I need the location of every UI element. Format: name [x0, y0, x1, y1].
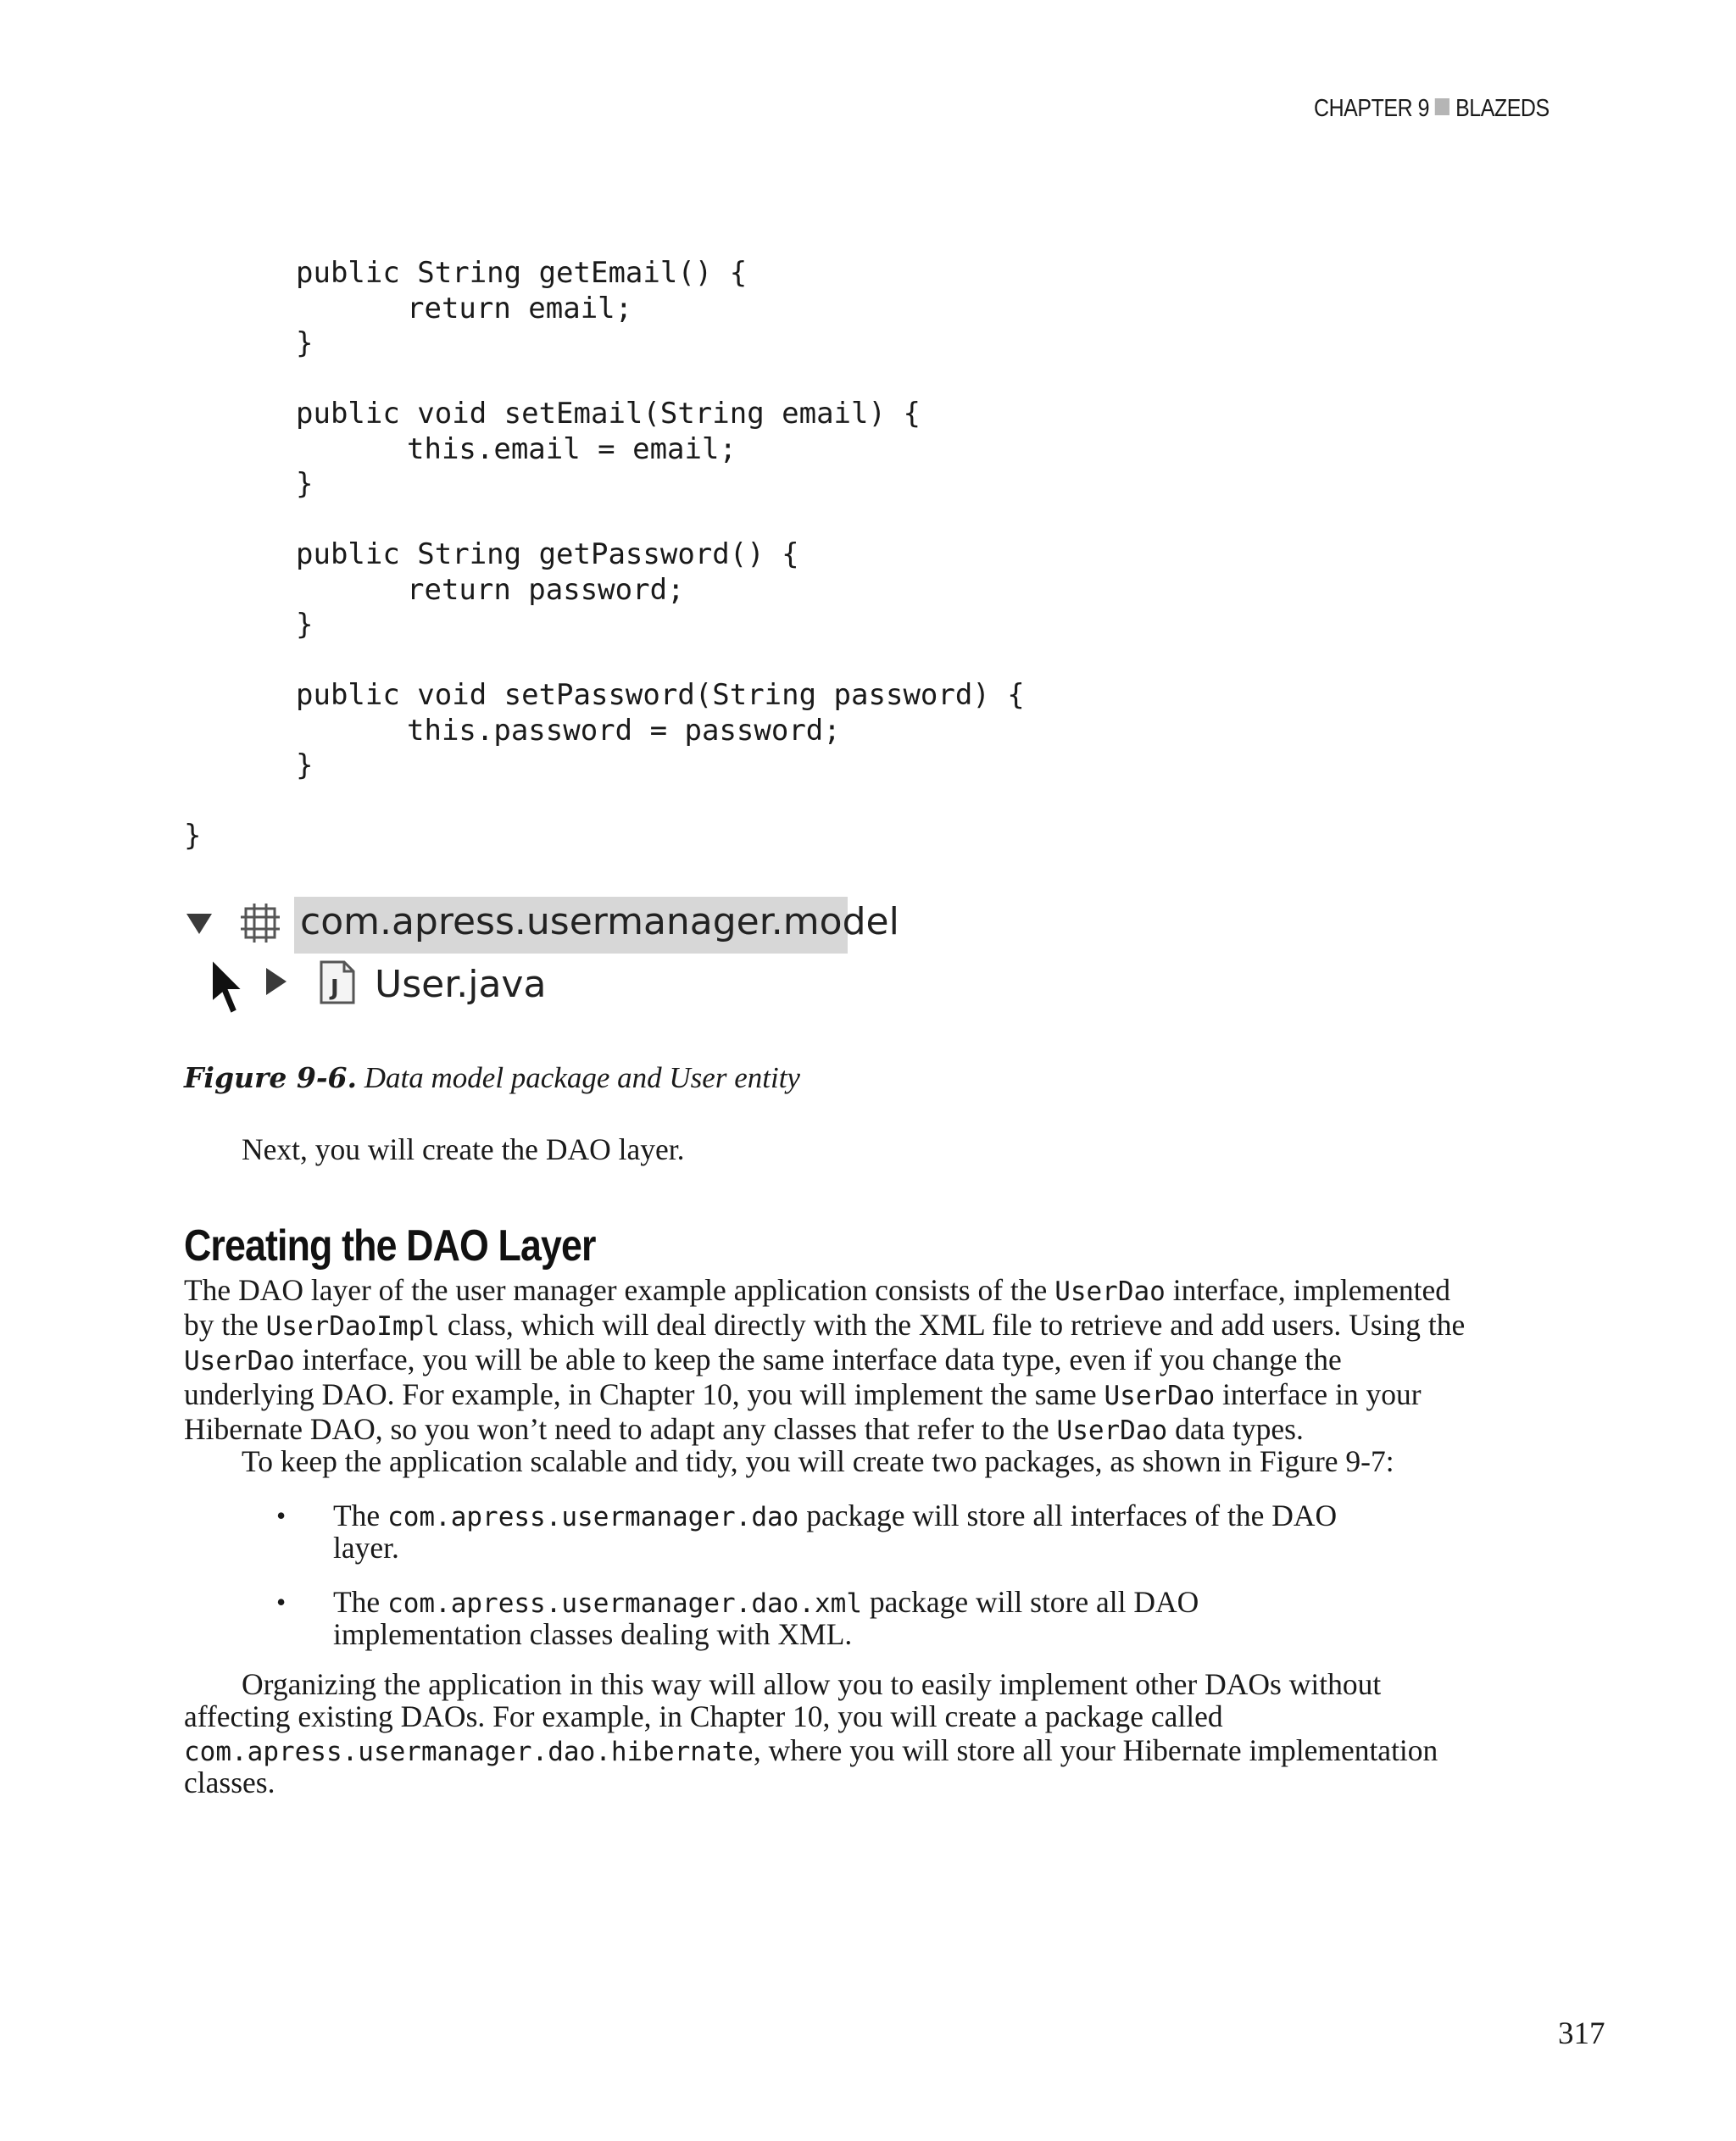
paragraph-line: The DAO layer of the user manager example application consists of the UserDao interface, implemented	[184, 1273, 1450, 1307]
bullet-symbol: •	[276, 1587, 287, 1617]
file-label[interactable]: User.java	[375, 963, 547, 1006]
bullet-item-continuation: implementation classes dealing with XML.	[333, 1617, 853, 1651]
inline-code: UserDao	[1054, 1276, 1166, 1307]
paragraph-line: underlying DAO. For example, in Chapter 10, you will implement the same UserDao interface in your	[184, 1377, 1422, 1411]
bullet-item-continuation: layer.	[333, 1531, 399, 1565]
page-number: 317	[1558, 2016, 1605, 2051]
chapter-title: BLAZEDS	[1455, 95, 1550, 122]
chapter-label: CHAPTER 9	[1314, 95, 1430, 122]
package-icon	[239, 902, 281, 944]
figure-caption-text: Data model package and User entity	[364, 1061, 800, 1094]
mouse-cursor-icon	[209, 958, 246, 1017]
bullet-item: The com.apress.usermanager.dao package will store all interfaces of the DAO	[333, 1499, 1338, 1532]
paragraph-line: affecting existing DAOs. For example, in Chapter 10, you will create a package called	[184, 1699, 1223, 1733]
intro-paragraph: Next, you will create the DAO layer.	[242, 1132, 685, 1166]
paragraph-line: Organizing the application in this way will allow you to easily implement other DAOs without	[242, 1667, 1382, 1701]
package-tree-figure	[180, 892, 899, 1019]
inline-code: com.apress.usermanager.dao.xml	[387, 1588, 862, 1619]
paragraph-line: To keep the application scalable and tidy, you will create two packages, as shown in Figure 9-7:	[242, 1444, 1394, 1478]
inline-code: com.apress.usermanager.dao	[387, 1502, 799, 1532]
running-header	[1314, 95, 1550, 123]
figure-number: Figure 9-6.	[184, 1061, 358, 1094]
separator-square-icon	[1435, 98, 1449, 115]
collapsed-arrow-icon[interactable]	[264, 966, 288, 997]
expand-arrow-icon[interactable]	[185, 912, 214, 936]
paragraph-line: Hibernate DAO, so you won’t need to adapt any classes that refer to the UserDao data types.	[184, 1412, 1304, 1446]
paragraph-line: UserDao interface, you will be able to keep the same interface data type, even if you change the	[184, 1343, 1342, 1376]
java-file-icon	[319, 959, 356, 1005]
section-heading: Creating the DAO Layer	[184, 1221, 596, 1271]
inline-code: UserDao	[184, 1346, 295, 1376]
paragraph-line: com.apress.usermanager.dao.hibernate, where you will store all your Hibernate implementation	[184, 1733, 1438, 1767]
bullet-symbol: •	[276, 1500, 287, 1531]
inline-code: UserDao	[1056, 1415, 1168, 1446]
paragraph-line: classes.	[184, 1766, 275, 1799]
inline-code: com.apress.usermanager.dao.hibernate	[184, 1737, 754, 1767]
inline-code: UserDaoImpl	[265, 1311, 440, 1342]
inline-code: UserDao	[1104, 1381, 1216, 1411]
package-label[interactable]: com.apress.usermanager.model	[300, 900, 899, 943]
bullet-item: The com.apress.usermanager.dao.xml package will store all DAO	[333, 1585, 1199, 1619]
figure-caption	[184, 1061, 800, 1095]
paragraph-line: by the UserDaoImpl class, which will deal directly with the XML file to retrieve and add users. Using the	[184, 1308, 1466, 1342]
svg-text:J: J	[331, 976, 339, 1001]
